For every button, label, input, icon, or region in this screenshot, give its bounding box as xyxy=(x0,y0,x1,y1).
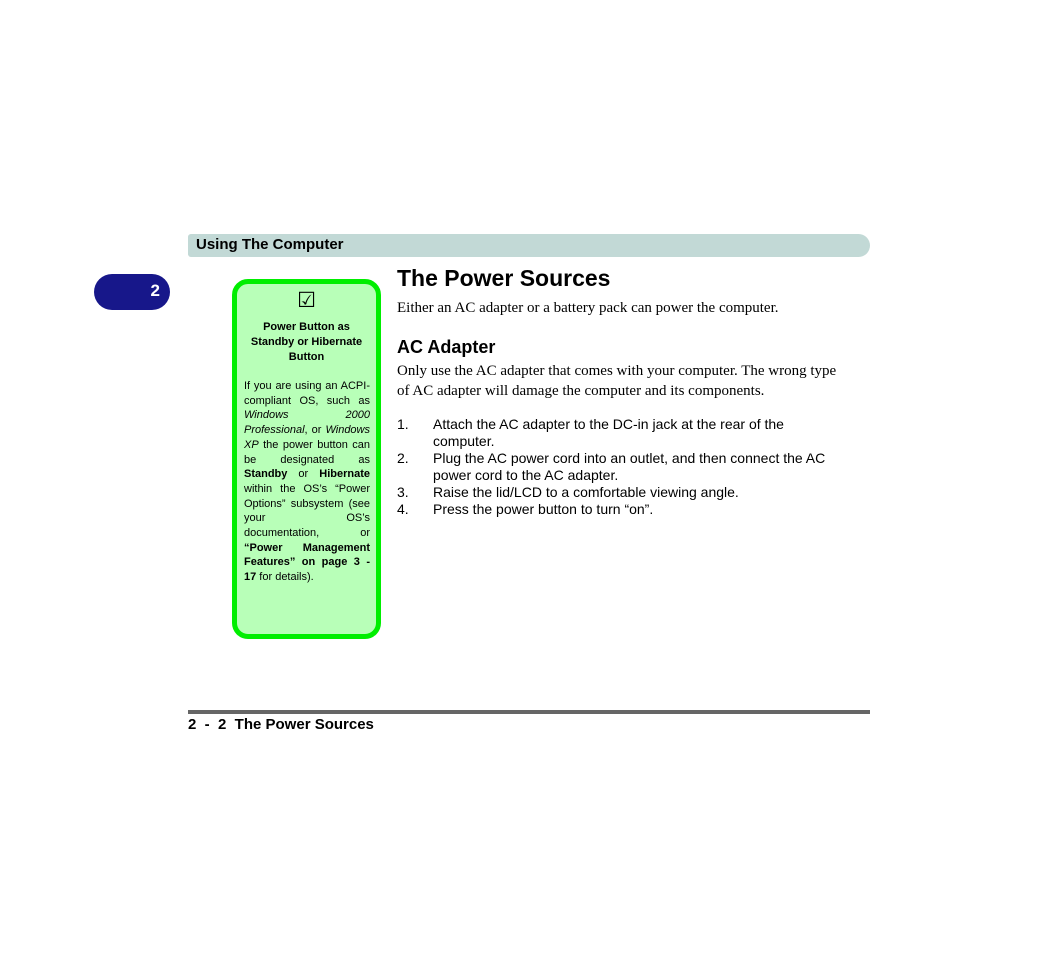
note-title: Power Button as Standby or Hibernate Button xyxy=(250,321,363,363)
chapter-number: 2 xyxy=(150,281,160,300)
note-os-name: Windows 2000 Professional xyxy=(244,409,370,437)
step-text: Raise the lid/LCD to a comfortable viewing angle. xyxy=(433,484,739,500)
list-item xyxy=(397,450,837,484)
note-text: the power button can be designated as xyxy=(244,438,370,466)
note-text: If you are using an ACPI-compliant OS, such as xyxy=(244,380,370,407)
step-text: Press the power button to turn “on”. xyxy=(433,501,654,517)
step-number: 3. xyxy=(397,484,409,500)
note-text: for details). xyxy=(256,571,314,584)
intro-text: Either an AC adapter or a battery pack can power the computer. xyxy=(397,300,779,316)
header-title: Using The Computer xyxy=(196,236,344,253)
note-os-name: Windows XP xyxy=(244,424,370,451)
step-number: 1. xyxy=(397,416,409,432)
chapter-tab xyxy=(94,274,170,310)
note-body xyxy=(244,379,370,585)
footer-text: 2 - 2 The Power Sources xyxy=(188,716,374,733)
header-bar xyxy=(188,234,870,257)
cross-reference-link[interactable]: “Power Management Features” on page 3 - 17 xyxy=(244,541,370,584)
step-number: 4. xyxy=(397,501,409,517)
list-item xyxy=(397,484,837,501)
page-title: The Power Sources xyxy=(397,265,611,291)
footer-divider xyxy=(188,710,870,714)
note-text: within the OS’s “Power Options” subsystem (see your OS’s documentation, or xyxy=(244,482,370,540)
note-text: or xyxy=(287,468,320,481)
step-text: Attach the AC adapter to the DC-in jack at the rear of the computer. xyxy=(433,416,784,449)
list-item xyxy=(397,416,837,450)
checkbox-icon: ☑ xyxy=(297,288,316,312)
sidebar-note xyxy=(232,279,381,639)
step-number: 2. xyxy=(397,450,409,466)
note-standby: Standby xyxy=(244,468,288,481)
list-item xyxy=(397,501,837,518)
step-text: Plug the AC power cord into an outlet, and then connect the AC power cord to the AC adapter. xyxy=(433,450,826,483)
steps-list xyxy=(397,416,837,518)
section-heading: AC Adapter xyxy=(397,337,496,357)
section-body: Only use the AC adapter that comes with your computer. The wrong type of AC adapter will damage the computer and its components. xyxy=(397,363,837,399)
note-hibernate: Hibernate xyxy=(319,468,370,481)
note-text: , or xyxy=(304,424,326,437)
